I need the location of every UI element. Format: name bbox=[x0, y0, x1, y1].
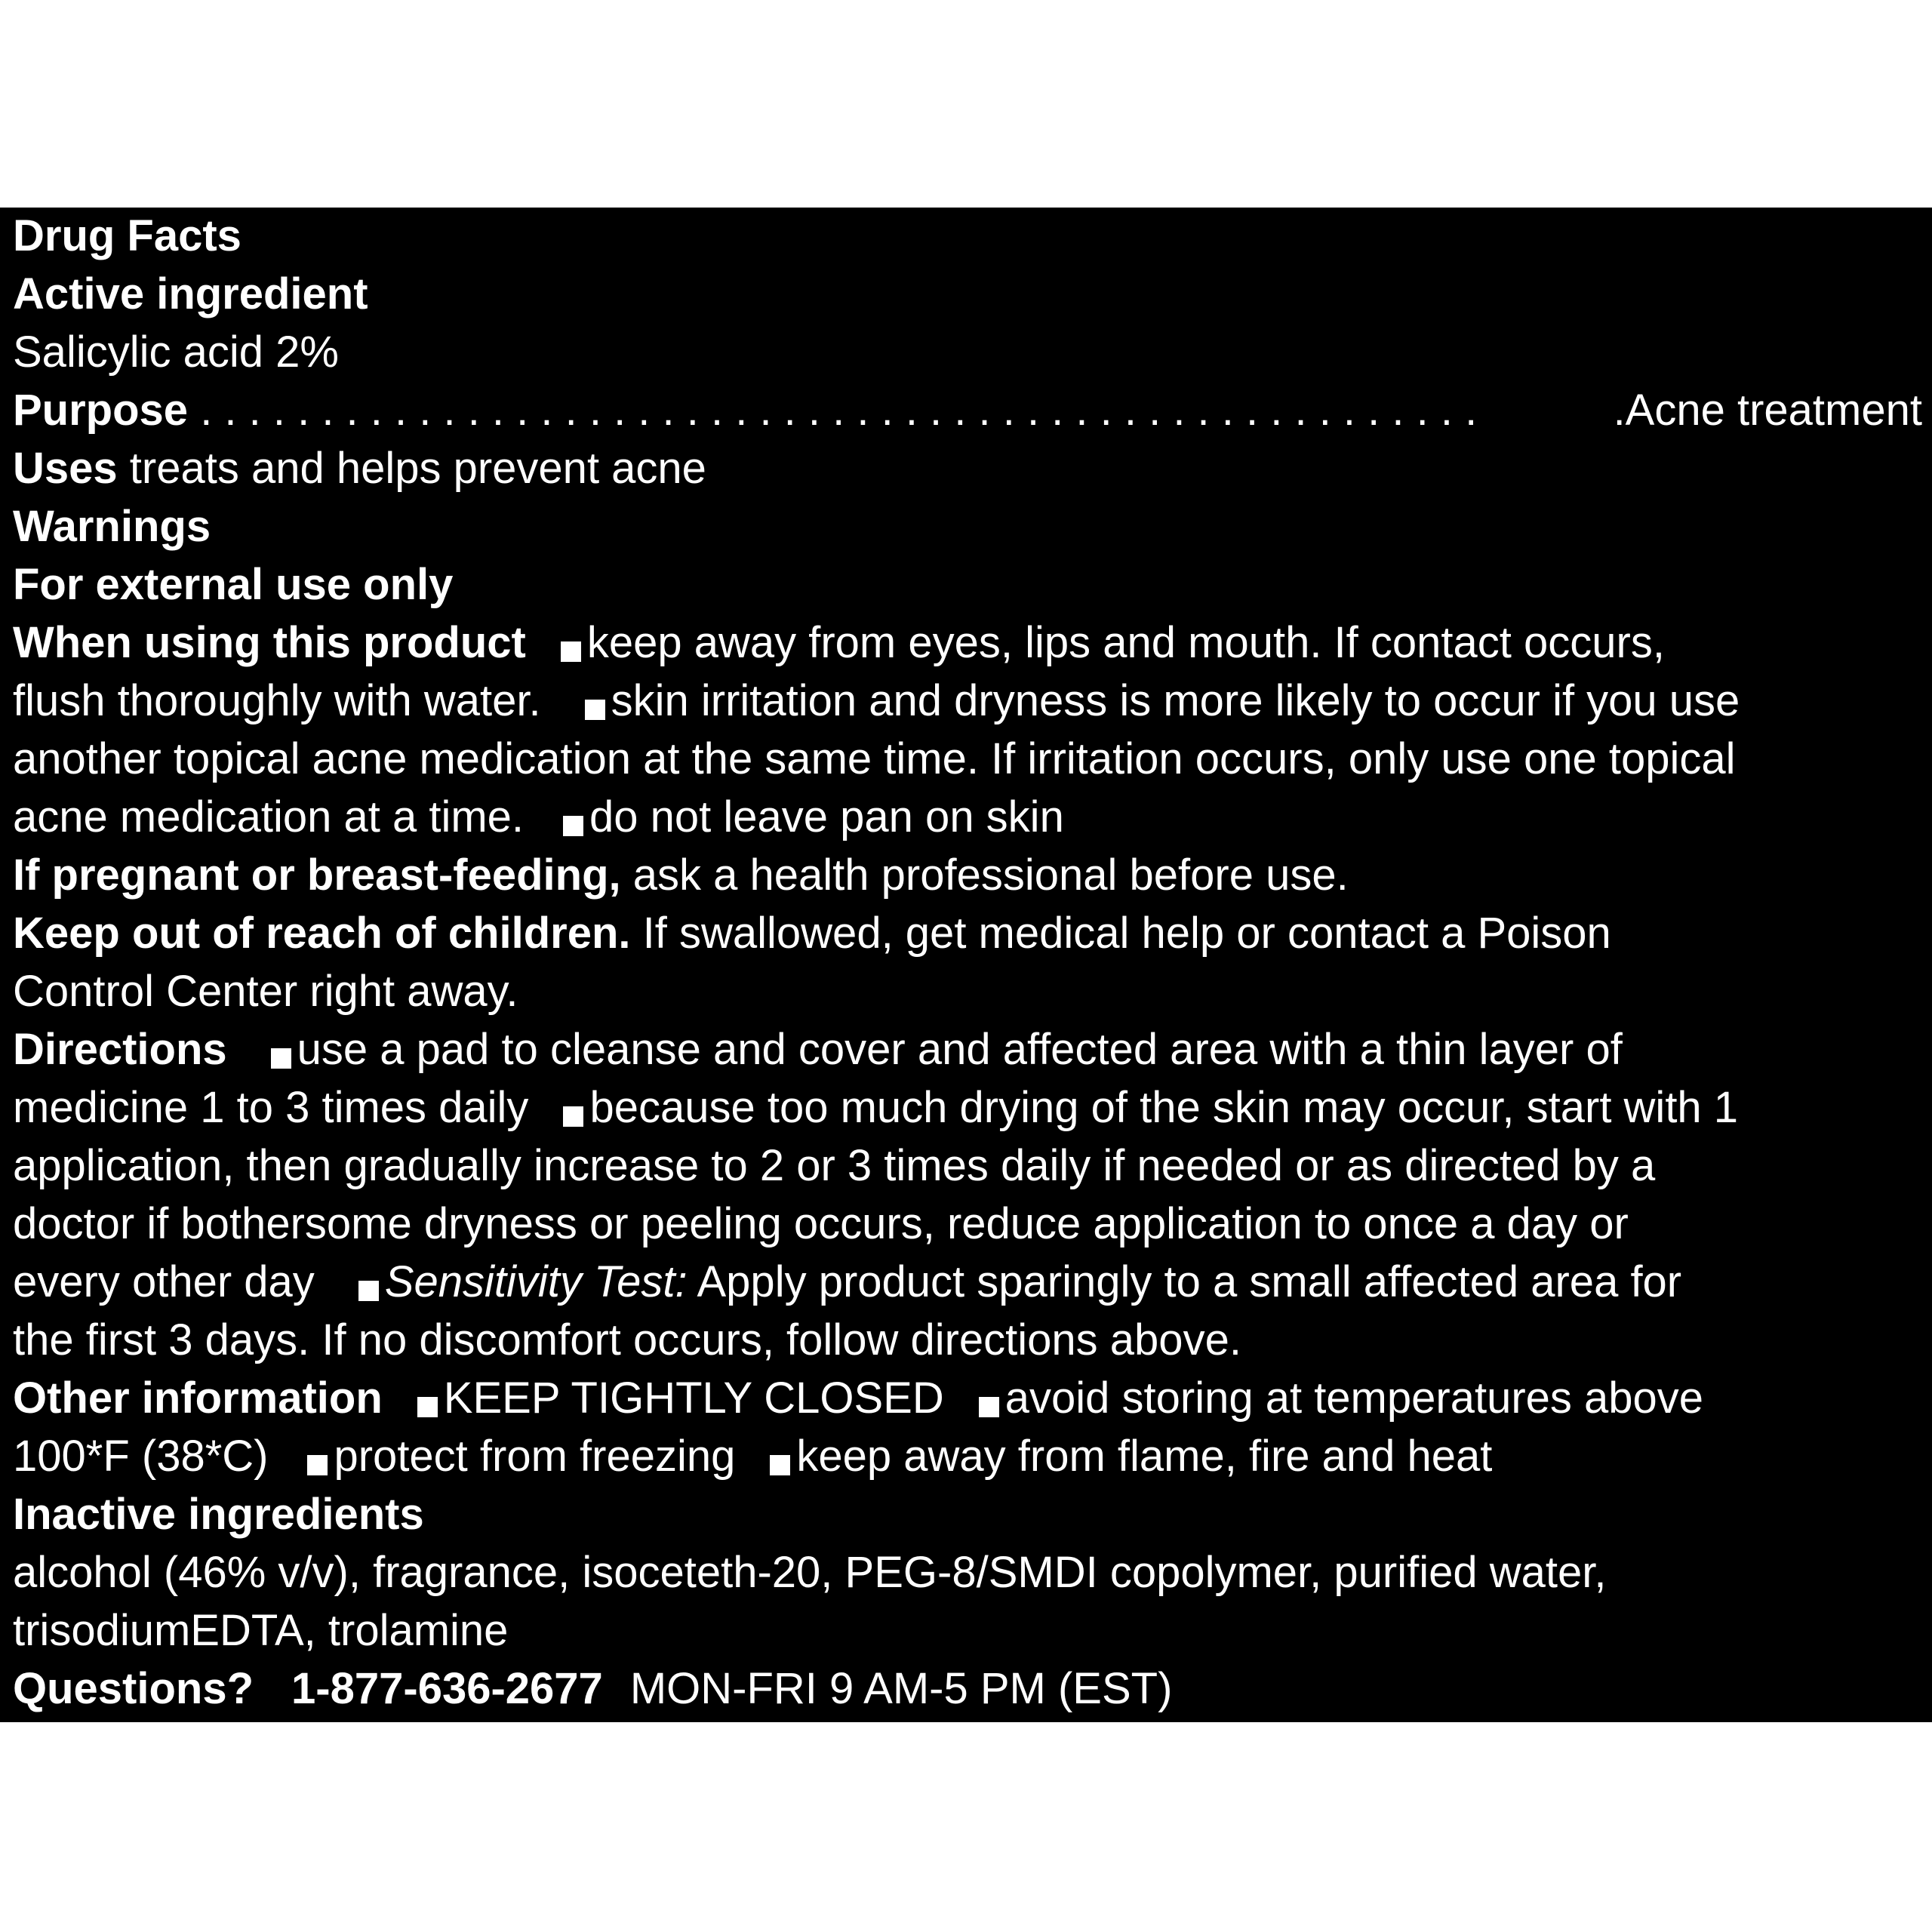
bullet-icon bbox=[770, 1455, 790, 1475]
when-using-line-2: flush thoroughly with water. skin irritation and dryness is more likely to occur if you use bbox=[13, 676, 1740, 725]
pregnant-heading: If pregnant or breast-feeding, bbox=[13, 851, 621, 900]
drug-facts-title: Drug Facts bbox=[13, 211, 242, 260]
inactive-ingredients-line-1: alcohol (46% v/v), fragrance, isoceteth-20, PEG-8/SMDI copolymer, purified water, bbox=[13, 1548, 1607, 1597]
inactive-ingredients-line-2: trisodiumEDTA, trolamine bbox=[13, 1606, 509, 1655]
questions-hours: MON-FRI 9 AM-5 PM (EST) bbox=[629, 1664, 1173, 1713]
other-info-heading: Other information bbox=[13, 1374, 383, 1423]
other-info-line-2: 100*F (38*C) protect from freezing keep away from flame, fire and heat bbox=[13, 1432, 1493, 1481]
inactive-ingredients-heading: Inactive ingredients bbox=[13, 1490, 424, 1539]
when-using-line-1 bbox=[13, 614, 1922, 672]
sensitivity-test-label: Sensitivity Test: bbox=[384, 1257, 688, 1306]
bullet-icon bbox=[563, 816, 583, 836]
when-using-line-3: another topical acne medication at the same time. If irritation occurs, only use one topical bbox=[13, 734, 1736, 783]
uses-text: treats and helps prevent acne bbox=[117, 444, 706, 493]
directions-line-4: doctor if bothersome dryness or peeling occurs, reduce application to once a day or bbox=[13, 1199, 1629, 1248]
children-heading: Keep out of reach of children. bbox=[13, 909, 631, 958]
children-line-2: Control Center right away. bbox=[13, 967, 518, 1016]
bullet-icon bbox=[358, 1281, 379, 1301]
bullet-icon bbox=[979, 1397, 999, 1417]
directions-heading: Directions bbox=[13, 1025, 227, 1074]
bullet-icon bbox=[271, 1048, 291, 1069]
bullet-icon bbox=[561, 641, 581, 662]
questions-line bbox=[13, 1660, 1922, 1718]
uses-heading: Uses bbox=[13, 444, 118, 493]
directions-line-2: medicine 1 to 3 times daily because too much drying of the skin may occur, start with 1 bbox=[13, 1083, 1739, 1132]
other-info-line-1: Other information KEEP TIGHTLY CLOSED avoid storing at temperatures above bbox=[13, 1374, 1704, 1423]
purpose-heading: Purpose bbox=[13, 386, 189, 435]
when-using-line-4: acne medication at a time. do not leave pan on skin bbox=[13, 792, 1064, 841]
directions-line-3: application, then gradually increase to 2 or 3 times daily if needed or as directed by a bbox=[13, 1141, 1656, 1190]
drug-facts-panel bbox=[0, 208, 1932, 1722]
purpose-leader: . . . . . . . . . . . . . . . . . . . . . . . . . . . . . . . . . . . . . . . . . . . . . . . . . . . . . bbox=[200, 386, 1478, 435]
when-using-heading: When using this product bbox=[13, 618, 526, 667]
active-ingredient-value: Salicylic acid 2% bbox=[13, 328, 339, 377]
children-line-1: Keep out of reach of children. If swallowed, get medical help or contact a Poison bbox=[13, 909, 1611, 958]
external-use-line: For external use only bbox=[13, 560, 454, 609]
questions-phone: 1-877-636-2677 bbox=[291, 1664, 603, 1713]
bullet-icon bbox=[307, 1455, 328, 1475]
bullet-icon bbox=[417, 1397, 438, 1417]
bullet-icon bbox=[585, 700, 605, 720]
when-using-text: keep away from eyes, lips and mouth. If contact occurs, bbox=[586, 618, 1665, 667]
directions-line-6: the first 3 days. If no discomfort occurs, follow directions above. bbox=[13, 1315, 1241, 1364]
warnings-heading: Warnings bbox=[13, 502, 211, 551]
active-ingredient-heading: Active ingredient bbox=[13, 269, 368, 318]
directions-line-5: every other day Sensitivity Test: Apply product sparingly to a small affected area for bbox=[13, 1257, 1682, 1306]
pregnant-line: If pregnant or breast-feeding, ask a health professional before use. bbox=[13, 851, 1349, 900]
purpose-line bbox=[13, 382, 1922, 439]
uses-line bbox=[13, 440, 1922, 497]
directions-line-1: Directions use a pad to cleanse and cover and affected area with a thin layer of bbox=[13, 1025, 1623, 1074]
questions-heading: Questions? bbox=[13, 1664, 254, 1713]
purpose-value: .Acne treatment bbox=[1613, 386, 1922, 435]
bullet-icon bbox=[563, 1106, 583, 1127]
